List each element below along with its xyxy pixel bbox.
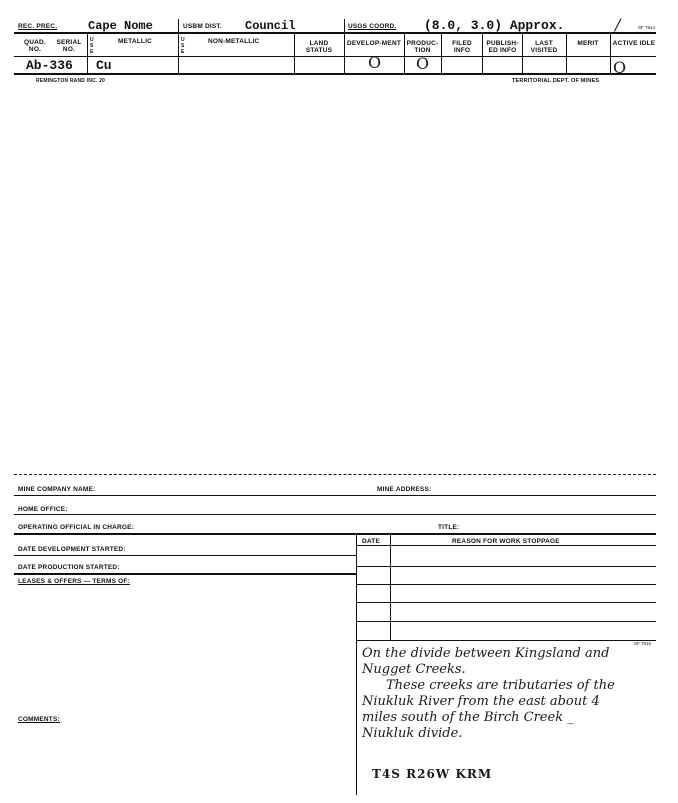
comment-line-2: Nugget Creeks. bbox=[362, 662, 466, 677]
metallic-label: METALLIC bbox=[118, 38, 152, 45]
active-idle-value: O bbox=[613, 58, 627, 77]
development-value: O bbox=[368, 53, 382, 72]
active-idle-label: ACTIVE IDLE bbox=[612, 40, 656, 47]
filed-info-label: FILED INFO bbox=[452, 40, 472, 54]
metallic-value: Cu bbox=[96, 58, 112, 73]
merit-label: MERIT bbox=[577, 40, 599, 47]
comment-line-4: Niukluk River from the east about 4 bbox=[362, 694, 600, 709]
form-number-bottom: SF 7916 bbox=[634, 641, 652, 646]
usgs-label: USGS COORD. bbox=[348, 23, 397, 30]
rec-prec-value: Cape Nome bbox=[88, 19, 153, 33]
nonmetallic-label: NON-METALLIC bbox=[208, 38, 260, 45]
production-value: O bbox=[416, 54, 430, 73]
mine-address-label: MINE ADDRESS: bbox=[377, 486, 432, 493]
usgs-value: (8.0, 3.0) Approx. bbox=[424, 18, 565, 33]
date-production-label: DATE PRODUCTION STARTED: bbox=[18, 564, 120, 571]
quad-serial-value: Ab-336 bbox=[26, 58, 73, 73]
comment-line-1: On the divide between Kingsland and bbox=[362, 646, 610, 661]
operating-official-label: OPERATING OFFICIAL IN CHARGE: bbox=[18, 524, 135, 531]
location-text: T4S R26W KRM bbox=[372, 767, 493, 781]
printer-line: REMINGTON RAND INC. 20 bbox=[36, 78, 106, 84]
published-info-label: PUBLISH-ED INFO bbox=[486, 40, 519, 54]
use-prefix-metallic: U S E bbox=[90, 37, 94, 55]
form-number-top: SF 7914 bbox=[638, 25, 656, 30]
date-col-label: DATE bbox=[362, 538, 381, 545]
use-prefix-nonmetallic: U S E bbox=[181, 37, 185, 55]
production-label: PRODUC-TION bbox=[406, 40, 439, 54]
last-visited-label: LAST VISITED bbox=[530, 40, 558, 54]
date-development-label: DATE DEVELOPMENT STARTED: bbox=[18, 546, 126, 553]
title-label: TITLE: bbox=[438, 524, 460, 531]
land-status-label: LAND STATUS bbox=[305, 40, 333, 54]
comments-label: COMMENTS: bbox=[18, 716, 60, 723]
reason-col-label: REASON FOR WORK STOPPAGE bbox=[452, 538, 560, 545]
comments-text bbox=[362, 646, 658, 742]
quad-label: QUAD. NO. bbox=[24, 39, 46, 53]
usbm-label: USBM DIST. bbox=[183, 23, 222, 30]
comment-line-5: miles south of the Birch Creek _ bbox=[362, 710, 574, 725]
leases-label: LEASES & OFFERS — TERMS OF: bbox=[18, 578, 130, 585]
usbm-value: Council bbox=[245, 19, 296, 33]
mine-company-label: MINE COMPANY NAME: bbox=[18, 486, 96, 493]
dept-line: TERRITORIAL DEPT. OF MINES bbox=[512, 78, 600, 84]
serial-label: SERIAL NO. bbox=[56, 39, 82, 53]
rec-prec-label: REC. PREC. bbox=[18, 23, 58, 30]
home-office-label: HOME OFFICE: bbox=[18, 506, 68, 513]
comment-line-6: Niukluk divide. bbox=[362, 726, 463, 741]
development-label: DEVELOP-MENT bbox=[346, 40, 402, 47]
check-mark: / bbox=[615, 15, 621, 34]
comment-line-3: These creeks are tributaries of the bbox=[386, 678, 615, 693]
